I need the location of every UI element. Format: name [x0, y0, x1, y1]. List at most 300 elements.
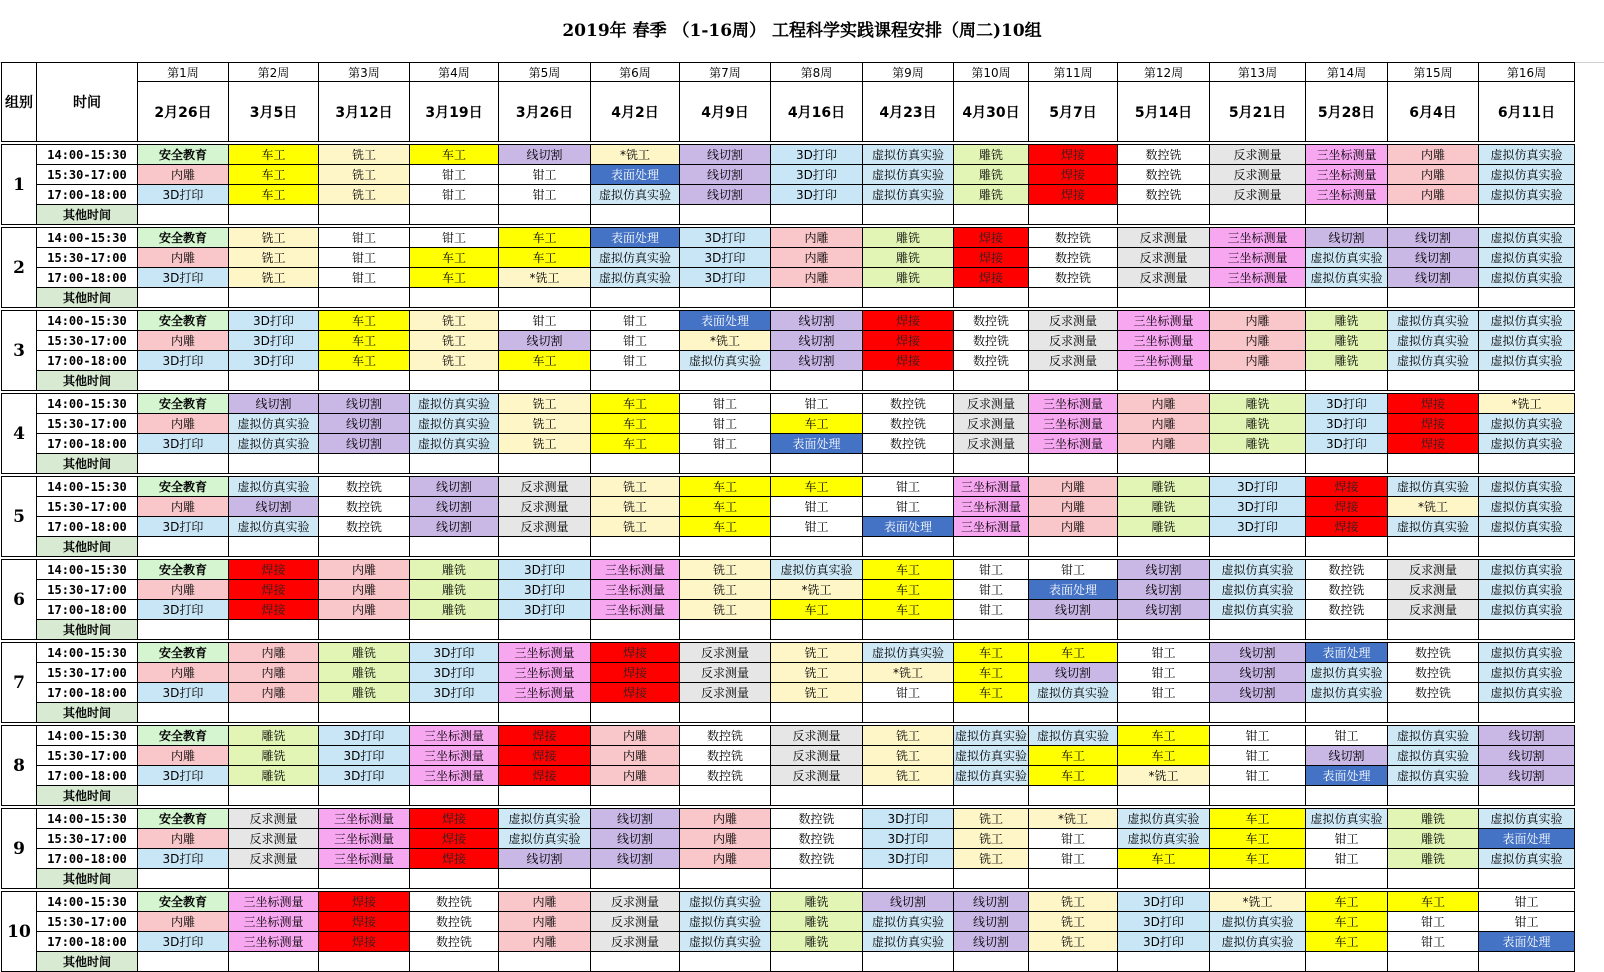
schedule-cell: 焊接: [1388, 434, 1479, 454]
schedule-cell: 焊接: [1029, 165, 1118, 185]
schedule-cell: 钳工: [954, 600, 1029, 620]
schedule-cell: 虚拟仿真实验: [1210, 560, 1306, 580]
time-slot: 15:30-17:00: [37, 829, 138, 849]
schedule-cell: 车工: [591, 394, 680, 414]
schedule-cell: 内雕: [229, 663, 319, 683]
week-label: 第10周: [954, 63, 1029, 82]
schedule-cell: 虚拟仿真实验: [499, 809, 591, 829]
schedule-cell: [1479, 620, 1575, 640]
other-time-label: 其他时间: [37, 786, 138, 806]
schedule-cell: [1306, 952, 1388, 972]
schedule-cell: 反求测量: [680, 683, 771, 703]
schedule-cell: [771, 537, 863, 557]
schedule-cell: 内雕: [229, 643, 319, 663]
schedule-cell: 钳工: [591, 351, 680, 371]
schedule-cell: [319, 537, 410, 557]
schedule-cell: 内雕: [499, 892, 591, 912]
schedule-cell: 车工: [499, 228, 591, 248]
schedule-cell: 虚拟仿真实验: [1479, 477, 1575, 497]
schedule-cell: 虚拟仿真实验: [1479, 311, 1575, 331]
group-number: 1: [2, 145, 37, 225]
schedule-cell: 数控铣: [1029, 268, 1118, 288]
schedule-cell: 数控铣: [410, 912, 499, 932]
group-number: 5: [2, 477, 37, 557]
schedule-cell: 车工: [1210, 849, 1306, 869]
schedule-cell: 三坐标测量: [1118, 351, 1210, 371]
schedule-cell: [319, 786, 410, 806]
schedule-cell: 反求测量: [1388, 580, 1479, 600]
schedule-cell: 雕铣: [410, 560, 499, 580]
schedule-cell: 虚拟仿真实验: [771, 560, 863, 580]
group-number: 8: [2, 726, 37, 806]
other-time-label: 其他时间: [37, 952, 138, 972]
schedule-cell: 3D打印: [680, 228, 771, 248]
schedule-cell: [229, 620, 319, 640]
schedule-cell: 内雕: [1118, 394, 1210, 414]
schedule-cell: 反求测量: [229, 829, 319, 849]
schedule-cell: 雕铣: [771, 932, 863, 952]
schedule-cell: [591, 703, 680, 723]
schedule-cell: 三坐标测量: [954, 477, 1029, 497]
schedule-cell: 虚拟仿真实验: [954, 726, 1029, 746]
schedule-cell: 钳工: [1118, 643, 1210, 663]
schedule-cell: 钳工: [1210, 746, 1306, 766]
schedule-cell: *铣工: [863, 663, 954, 683]
schedule-cell: 钳工: [1388, 912, 1479, 932]
schedule-cell: 车工: [1029, 746, 1118, 766]
schedule-cell: 铣工: [591, 477, 680, 497]
schedule-cell: 3D打印: [229, 311, 319, 331]
schedule-cell: 虚拟仿真实验: [1388, 517, 1479, 537]
schedule-cell: 虚拟仿真实验: [1388, 311, 1479, 331]
schedule-cell: [229, 786, 319, 806]
table-row: [2, 477, 1575, 497]
schedule-cell: 内雕: [680, 829, 771, 849]
schedule-cell: [1029, 205, 1118, 225]
schedule-cell: [1029, 869, 1118, 889]
schedule-cell: 虚拟仿真实验: [410, 394, 499, 414]
schedule-cell: [410, 371, 499, 391]
group-number: 10: [2, 892, 37, 972]
other-time-row: [2, 952, 1575, 972]
week-label: 第16周: [1479, 63, 1575, 82]
schedule-cell: 铣工: [410, 331, 499, 351]
schedule-cell: [863, 786, 954, 806]
schedule-cell: [1029, 454, 1118, 474]
schedule-cell: 内雕: [1388, 145, 1479, 165]
schedule-cell: 车工: [499, 248, 591, 268]
schedule-cell: 铣工: [319, 185, 410, 205]
table-row: [2, 311, 1575, 331]
schedule-cell: [1479, 703, 1575, 723]
schedule-cell: 焊接: [591, 643, 680, 663]
schedule-cell: 焊接: [1029, 185, 1118, 205]
schedule-cell: [1479, 869, 1575, 889]
schedule-cell: 表面处理: [1306, 643, 1388, 663]
schedule-cell: [771, 869, 863, 889]
date-label: 6月11日: [1479, 82, 1575, 142]
schedule-cell: [680, 454, 771, 474]
schedule-cell: 3D打印: [319, 766, 410, 786]
schedule-cell: [1210, 703, 1306, 723]
schedule-cell: [499, 620, 591, 640]
schedule-cell: [499, 454, 591, 474]
schedule-cell: [1388, 205, 1479, 225]
time-slot: 14:00-15:30: [37, 145, 138, 165]
schedule-cell: 内雕: [499, 932, 591, 952]
schedule-cell: 3D打印: [499, 580, 591, 600]
schedule-cell: [771, 786, 863, 806]
schedule-cell: [1479, 952, 1575, 972]
schedule-cell: 反求测量: [1029, 311, 1118, 331]
schedule-cell: 车工: [410, 268, 499, 288]
schedule-cell: 虚拟仿真实验: [229, 517, 319, 537]
schedule-cell: [1118, 952, 1210, 972]
schedule-cell: [863, 952, 954, 972]
schedule-cell: [954, 703, 1029, 723]
schedule-cell: 车工: [591, 414, 680, 434]
schedule-cell: 三坐标测量: [319, 809, 410, 829]
other-time-row: [2, 703, 1575, 723]
schedule-cell: 表面处理: [680, 311, 771, 331]
time-slot: 14:00-15:30: [37, 394, 138, 414]
schedule-cell: [1029, 703, 1118, 723]
schedule-cell: [410, 288, 499, 308]
date-label: 5月21日: [1210, 82, 1306, 142]
schedule-cell: 虚拟仿真实验: [410, 434, 499, 454]
schedule-cell: 虚拟仿真实验: [1479, 145, 1575, 165]
schedule-cell: 钳工: [1479, 912, 1575, 932]
schedule-cell: 雕铣: [1306, 311, 1388, 331]
schedule-cell: 虚拟仿真实验: [1029, 683, 1118, 703]
schedule-cell: 线切割: [954, 932, 1029, 952]
schedule-cell: 焊接: [591, 663, 680, 683]
schedule-cell: [1029, 288, 1118, 308]
schedule-cell: 反求测量: [1118, 268, 1210, 288]
schedule-cell: 线切割: [499, 331, 591, 351]
schedule-cell: 虚拟仿真实验: [1388, 746, 1479, 766]
schedule-cell: 焊接: [319, 912, 410, 932]
schedule-cell: 线切割: [1306, 746, 1388, 766]
schedule-cell: [863, 703, 954, 723]
schedule-cell: [410, 952, 499, 972]
schedule-cell: [319, 288, 410, 308]
schedule-cell: 车工: [954, 643, 1029, 663]
table-row: [2, 434, 1575, 454]
schedule-cell: 车工: [771, 600, 863, 620]
schedule-cell: 线切割: [1118, 560, 1210, 580]
schedule-cell: [680, 620, 771, 640]
page-title: 2019年 春季 （1-16周） 工程科学实践课程安排（周二)10组: [0, 0, 1604, 63]
schedule-cell: 雕铣: [954, 185, 1029, 205]
schedule-cell: 焊接: [954, 248, 1029, 268]
schedule-cell: [1118, 205, 1210, 225]
table-row: [2, 663, 1575, 683]
schedule-cell: [680, 786, 771, 806]
schedule-cell: [771, 288, 863, 308]
schedule-cell: [1210, 869, 1306, 889]
schedule-cell: 三坐标测量: [1210, 228, 1306, 248]
schedule-cell: 铣工: [229, 228, 319, 248]
schedule-cell: [1118, 786, 1210, 806]
schedule-cell: 钳工: [680, 414, 771, 434]
schedule-cell: 焊接: [954, 228, 1029, 248]
time-slot: 17:00-18:00: [37, 683, 138, 703]
schedule-cell: 雕铣: [863, 268, 954, 288]
schedule-cell: 3D打印: [138, 351, 229, 371]
schedule-cell: 数控铣: [771, 809, 863, 829]
schedule-cell: [1479, 288, 1575, 308]
week-label: 第15周: [1388, 63, 1479, 82]
schedule-cell: 雕铣: [1210, 394, 1306, 414]
date-label: 3月26日: [499, 82, 591, 142]
schedule-cell: 雕铣: [319, 643, 410, 663]
schedule-cell: 内雕: [138, 248, 229, 268]
schedule-cell: 虚拟仿真实验: [1479, 414, 1575, 434]
schedule-cell: [680, 288, 771, 308]
schedule-cell: 反求测量: [1388, 600, 1479, 620]
schedule-cell: 内雕: [680, 809, 771, 829]
schedule-cell: [410, 786, 499, 806]
schedule-cell: 虚拟仿真实验: [591, 248, 680, 268]
schedule-cell: [1210, 371, 1306, 391]
schedule-cell: 反求测量: [1388, 560, 1479, 580]
time-slot: 14:00-15:30: [37, 726, 138, 746]
schedule-cell: 铣工: [863, 766, 954, 786]
schedule-cell: 3D打印: [138, 766, 229, 786]
week-label: 第11周: [1029, 63, 1118, 82]
schedule-cell: 钳工: [319, 248, 410, 268]
schedule-cell: 3D打印: [863, 829, 954, 849]
group-number: 9: [2, 809, 37, 889]
schedule-cell: 线切割: [954, 912, 1029, 932]
schedule-cell: 车工: [229, 145, 319, 165]
schedule-cell: 雕铣: [1118, 497, 1210, 517]
schedule-cell: [1479, 786, 1575, 806]
schedule-cell: [954, 786, 1029, 806]
schedule-cell: [591, 952, 680, 972]
time-slot: 14:00-15:30: [37, 643, 138, 663]
schedule-cell: 车工: [863, 560, 954, 580]
time-slot: 17:00-18:00: [37, 351, 138, 371]
schedule-cell: 数控铣: [1306, 580, 1388, 600]
schedule-cell: 3D打印: [138, 185, 229, 205]
schedule-cell: [863, 205, 954, 225]
schedule-cell: 数控铣: [863, 394, 954, 414]
schedule-cell: 反求测量: [1118, 228, 1210, 248]
schedule-cell: [680, 869, 771, 889]
schedule-cell: 虚拟仿真实验: [1479, 497, 1575, 517]
other-time-label: 其他时间: [37, 703, 138, 723]
schedule-cell: 铣工: [863, 726, 954, 746]
schedule-cell: 虚拟仿真实验: [229, 434, 319, 454]
schedule-cell: 雕铣: [1388, 829, 1479, 849]
schedule-cell: [319, 620, 410, 640]
schedule-cell: 虚拟仿真实验: [1479, 351, 1575, 371]
schedule-cell: [863, 454, 954, 474]
table-row: [2, 912, 1575, 932]
schedule-cell: 内雕: [1210, 311, 1306, 331]
schedule-cell: [1210, 205, 1306, 225]
week-label: 第4周: [410, 63, 499, 82]
schedule-cell: 3D打印: [1306, 434, 1388, 454]
schedule-cell: [1306, 288, 1388, 308]
schedule-cell: 焊接: [229, 580, 319, 600]
schedule-cell: 三坐标测量: [1029, 394, 1118, 414]
group-header: 组别: [2, 63, 37, 142]
schedule-table: [1, 62, 1575, 972]
schedule-cell: [1210, 288, 1306, 308]
schedule-cell: 铣工: [771, 683, 863, 703]
schedule-cell: 数控铣: [319, 497, 410, 517]
date-label: 2月26日: [138, 82, 229, 142]
schedule-cell: [410, 869, 499, 889]
schedule-cell: 线切割: [319, 414, 410, 434]
schedule-cell: 虚拟仿真实验: [863, 643, 954, 663]
schedule-cell: [410, 537, 499, 557]
schedule-cell: 车工: [954, 663, 1029, 683]
schedule-cell: [1306, 454, 1388, 474]
schedule-cell: 虚拟仿真实验: [1479, 268, 1575, 288]
schedule-cell: 三坐标测量: [1306, 185, 1388, 205]
schedule-cell: 钳工: [499, 311, 591, 331]
schedule-cell: 虚拟仿真实验: [680, 932, 771, 952]
schedule-cell: 反求测量: [229, 809, 319, 829]
schedule-cell: 反求测量: [954, 414, 1029, 434]
schedule-cell: 内雕: [138, 580, 229, 600]
schedule-cell: 三坐标测量: [1118, 311, 1210, 331]
schedule-cell: 数控铣: [1118, 165, 1210, 185]
schedule-cell: *铣工: [680, 331, 771, 351]
schedule-cell: [138, 703, 229, 723]
schedule-cell: 内雕: [1029, 477, 1118, 497]
schedule-cell: [1210, 454, 1306, 474]
schedule-cell: 3D打印: [1118, 932, 1210, 952]
schedule-cell: [954, 454, 1029, 474]
schedule-cell: [1029, 620, 1118, 640]
schedule-cell: 钳工: [954, 580, 1029, 600]
schedule-cell: 反求测量: [591, 932, 680, 952]
schedule-cell: 虚拟仿真实验: [1479, 600, 1575, 620]
schedule-cell: 车工: [954, 683, 1029, 703]
schedule-cell: 线切割: [1210, 643, 1306, 663]
schedule-cell: 数控铣: [1029, 228, 1118, 248]
schedule-cell: 雕铣: [1388, 849, 1479, 869]
schedule-cell: [229, 288, 319, 308]
schedule-cell: 钳工: [1210, 726, 1306, 746]
week-label: 第7周: [680, 63, 771, 82]
schedule-cell: [954, 205, 1029, 225]
schedule-cell: 安全教育: [138, 311, 229, 331]
schedule-cell: 3D打印: [138, 932, 229, 952]
schedule-cell: 车工: [771, 477, 863, 497]
schedule-cell: 铣工: [499, 414, 591, 434]
schedule-cell: [410, 205, 499, 225]
schedule-cell: [1118, 371, 1210, 391]
schedule-cell: [499, 786, 591, 806]
schedule-cell: [771, 454, 863, 474]
table-row: [2, 517, 1575, 537]
schedule-cell: 3D打印: [138, 268, 229, 288]
schedule-cell: 反求测量: [954, 434, 1029, 454]
schedule-cell: [771, 371, 863, 391]
schedule-cell: 内雕: [771, 228, 863, 248]
schedule-cell: 铣工: [319, 165, 410, 185]
schedule-cell: 钳工: [863, 477, 954, 497]
schedule-cell: 铣工: [410, 351, 499, 371]
group-number: 3: [2, 311, 37, 391]
schedule-cell: 车工: [1306, 892, 1388, 912]
date-label: 5月14日: [1118, 82, 1210, 142]
time-slot: 14:00-15:30: [37, 477, 138, 497]
schedule-cell: 钳工: [410, 165, 499, 185]
schedule-cell: 虚拟仿真实验: [591, 185, 680, 205]
schedule-cell: 车工: [771, 414, 863, 434]
schedule-cell: 3D打印: [863, 849, 954, 869]
schedule-cell: *铣工: [499, 268, 591, 288]
other-time-row: [2, 454, 1575, 474]
schedule-cell: 虚拟仿真实验: [954, 766, 1029, 786]
table-row: [2, 809, 1575, 829]
schedule-cell: 内雕: [138, 746, 229, 766]
table-row: [2, 497, 1575, 517]
schedule-cell: 3D打印: [680, 248, 771, 268]
schedule-cell: 三坐标测量: [954, 497, 1029, 517]
schedule-cell: 反求测量: [499, 497, 591, 517]
schedule-cell: 线切割: [771, 351, 863, 371]
schedule-cell: [954, 371, 1029, 391]
schedule-cell: [1210, 786, 1306, 806]
schedule-cell: 安全教育: [138, 809, 229, 829]
schedule-cell: 焊接: [410, 849, 499, 869]
schedule-cell: 表面处理: [591, 228, 680, 248]
schedule-cell: 反求测量: [499, 517, 591, 537]
schedule-cell: 雕铣: [1388, 809, 1479, 829]
schedule-cell: 线切割: [1029, 600, 1118, 620]
schedule-cell: 三坐标测量: [1210, 268, 1306, 288]
schedule-cell: 表面处理: [1029, 580, 1118, 600]
schedule-cell: 雕铣: [319, 683, 410, 703]
schedule-cell: 内雕: [1029, 497, 1118, 517]
schedule-cell: 车工: [680, 517, 771, 537]
schedule-cell: 钳工: [591, 311, 680, 331]
schedule-cell: 数控铣: [863, 414, 954, 434]
schedule-cell: 表面处理: [771, 434, 863, 454]
schedule-cell: 铣工: [591, 517, 680, 537]
schedule-cell: 钳工: [499, 185, 591, 205]
schedule-cell: 表面处理: [1479, 829, 1575, 849]
schedule-cell: 安全教育: [138, 560, 229, 580]
schedule-cell: *铣工: [1388, 497, 1479, 517]
week-label: 第8周: [771, 63, 863, 82]
schedule-cell: 线切割: [1210, 683, 1306, 703]
schedule-cell: 钳工: [1029, 849, 1118, 869]
schedule-cell: [1210, 952, 1306, 972]
other-time-label: 其他时间: [37, 371, 138, 391]
schedule-cell: 钳工: [680, 394, 771, 414]
schedule-cell: [1210, 537, 1306, 557]
schedule-cell: 线切割: [1210, 663, 1306, 683]
table-row: [2, 394, 1575, 414]
schedule-cell: [1388, 869, 1479, 889]
schedule-cell: [591, 786, 680, 806]
schedule-cell: 铣工: [229, 268, 319, 288]
schedule-cell: 数控铣: [1388, 663, 1479, 683]
table-row: [2, 829, 1575, 849]
schedule-cell: 虚拟仿真实验: [1029, 726, 1118, 746]
schedule-cell: 三坐标测量: [410, 746, 499, 766]
schedule-cell: 钳工: [1029, 560, 1118, 580]
